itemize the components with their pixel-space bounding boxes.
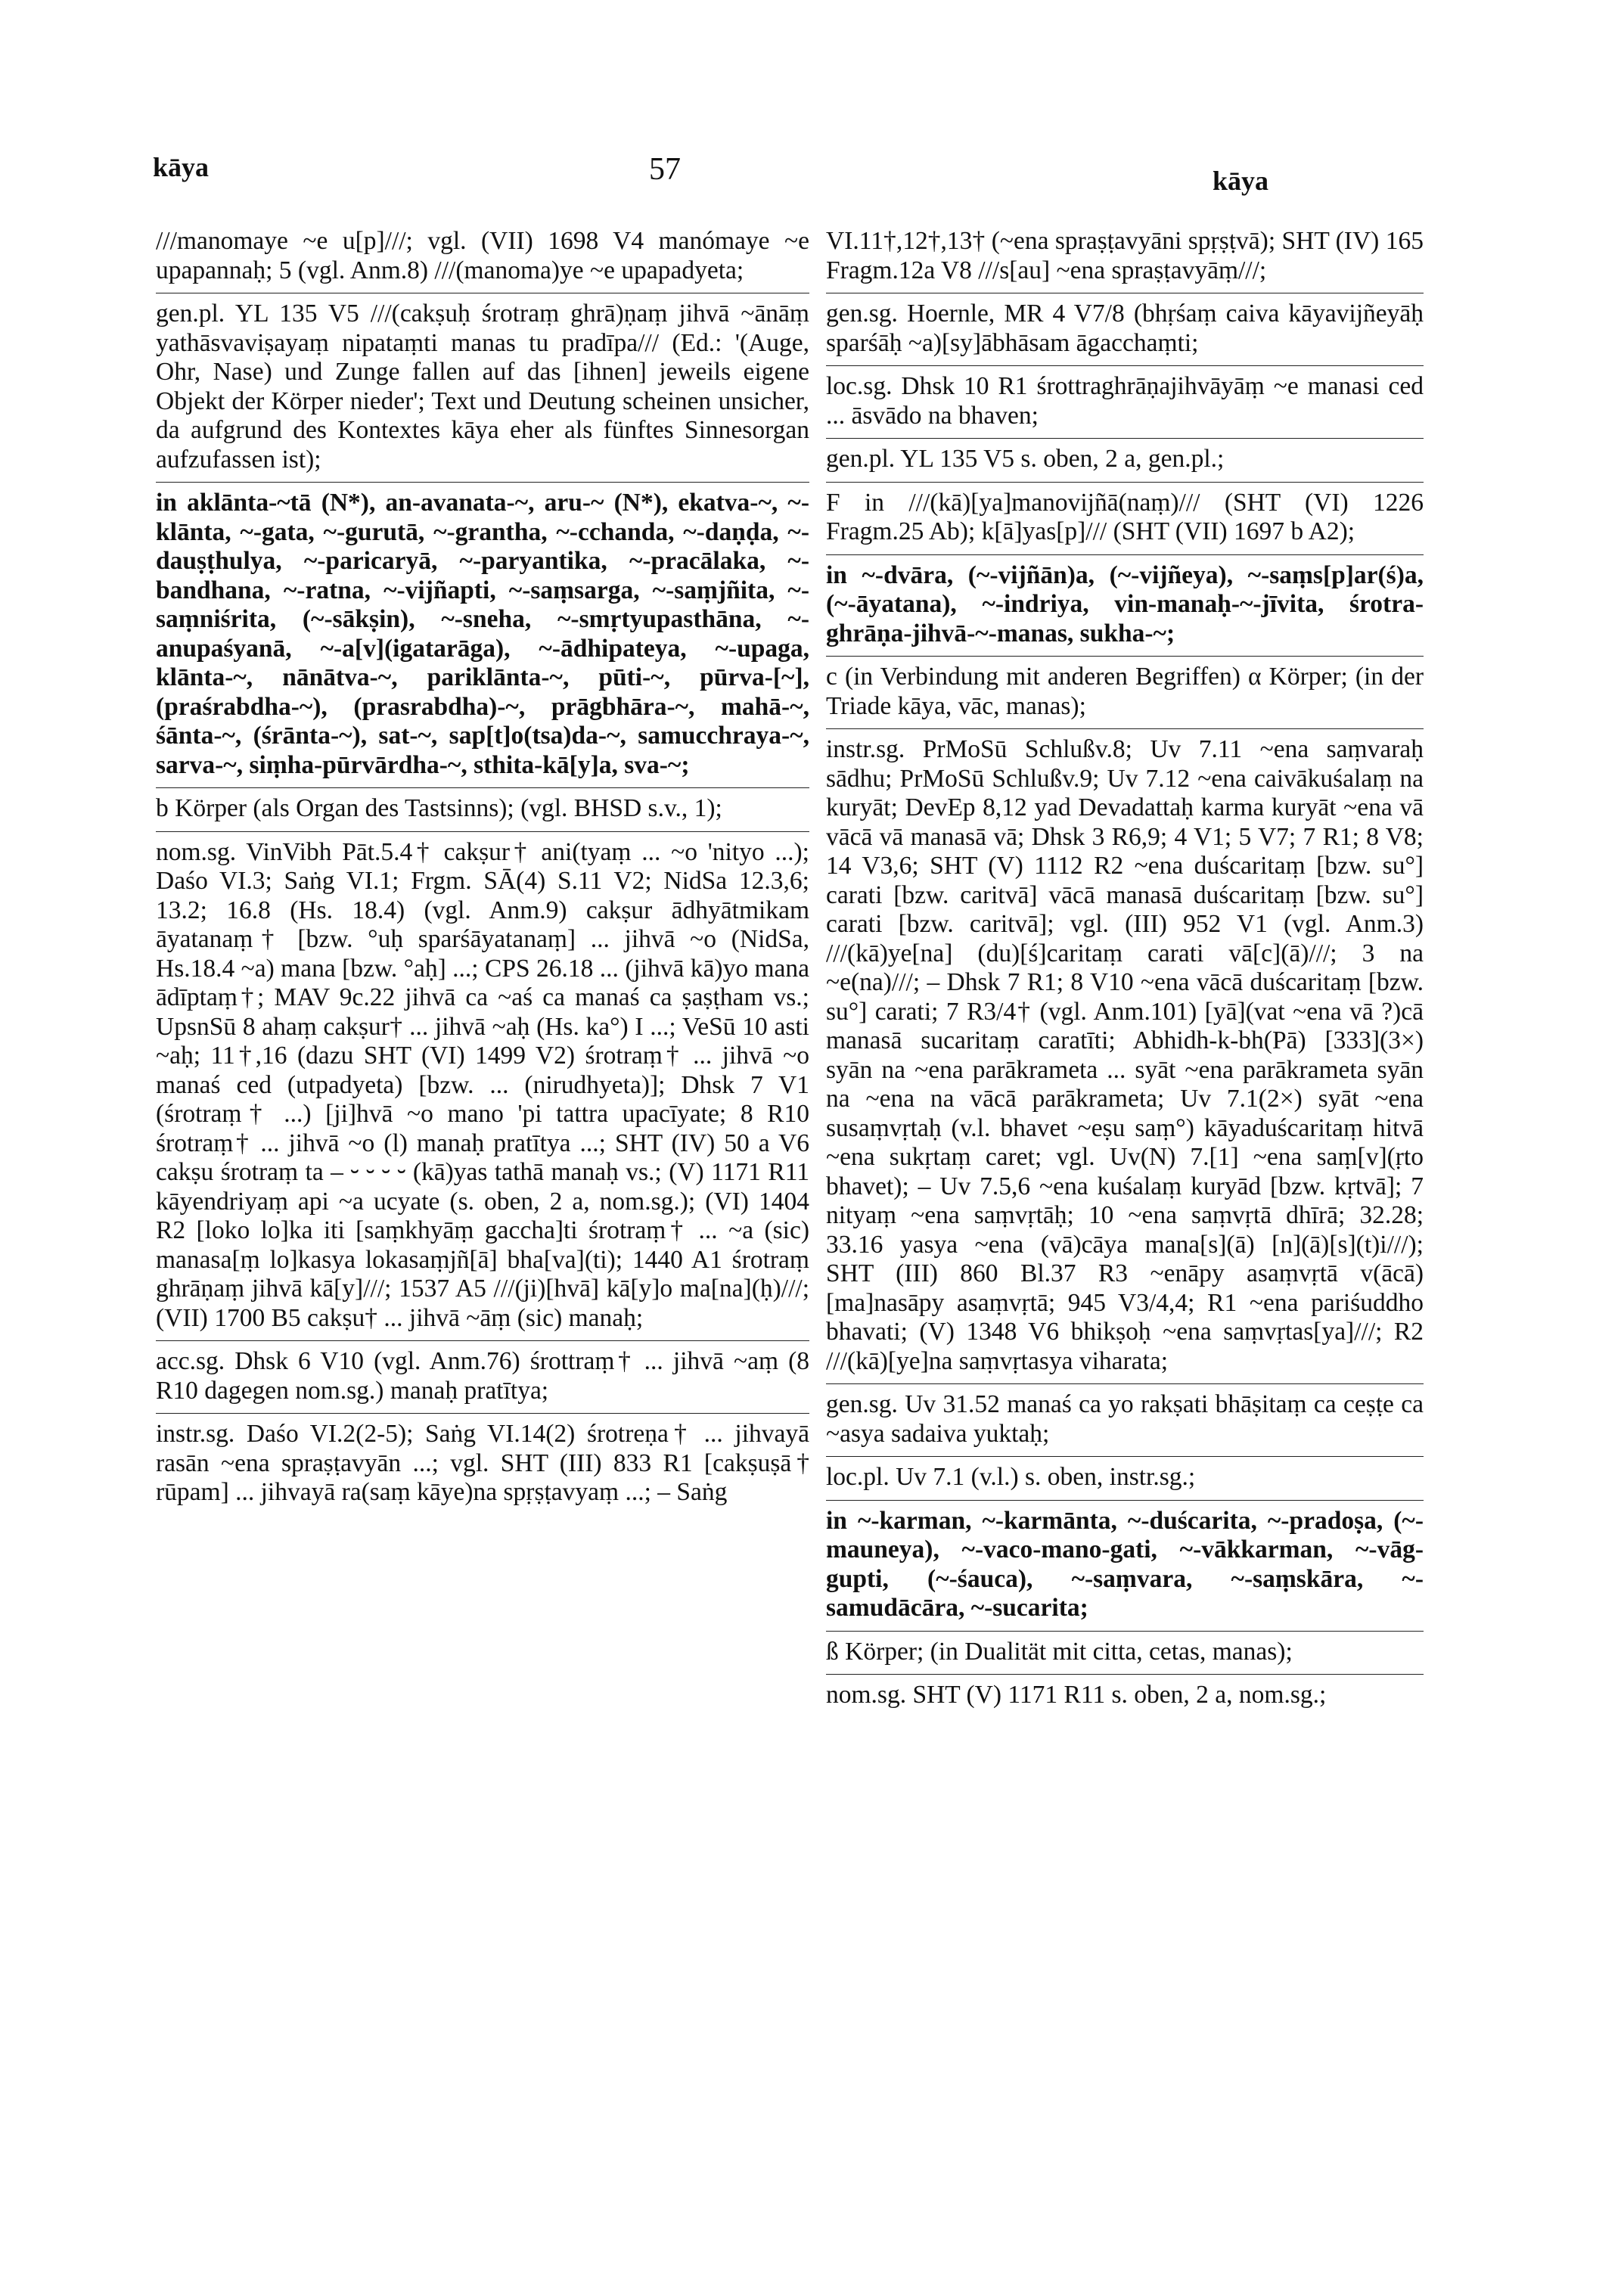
entry-fragments: F in ///(kā)[ya]manovijñā(naṃ)/// (SHT (VI) 1226 Fragm.25 Ab); k[ā]yas[p]/// (SHT (VII) 1697 b A2); xyxy=(826,488,1424,545)
entry-loc-sg: loc.sg. Dhsk 10 R1 śrottraghrāṇajihvāyāṃ ~e manasi ced ... āsvādo na bhaven; xyxy=(826,372,1424,430)
entry-divider xyxy=(826,1674,1424,1675)
running-header xyxy=(0,151,1624,197)
entry-compounds-a: in aklānta-~tā (N*), an-avanata-~, aru-~ (N*), ekatva-~, ~-klānta, ~-gata, ~-gurutā, ~-grantha, ~-cchanda, ~-daṇḍa, ~-dauṣṭhulya, ~-paricaryā, ~-paryantika, ~-pracālaka, ~-bandhana, ~-ratna, ~-vijñapti, ~-saṃsarga, ~-saṃjñita, ~-saṃniśrita, (~-sākṣin), ~-sneha, ~-smṛtyupasthāna, ~-anupaśyanā, ~-a[v](igatarāga), ~-ādhipateya, ~-upaga, klānta-~, nānātva-~, pariklānta-~, pūti-~, pūrva-[~], (praśrabdha-~), (prasrabdha)-~, prāgbhāra-~, mahā-~, śānta-~, (śrānta-~), sat-~, sap[t]o(tsa)da-~, samucchraya-~, sarva-~, siṃha-pūrvārdha-~, sthita-kā[y]a, sva-~; xyxy=(156,489,809,779)
entry-nom-sg: nom.sg. VinVibh Pāt.5.4† cakṣur† ani(tyaṃ ... ~o 'nityo ...); Daśo VI.3; Saṅg VI.1; Frgm. SĀ(4) S.11 V2; NidSa 12.3,6; 13.2; 16.8 (Hs. 18.4) (vgl. Anm.9) cakṣur ādhyātmikam āyatanaṃ† [bzw. °uḥ sparśāyatanaṃ] ... jihvā ~o (NidSa, Hs.18.4 ~a) mana [bzw. °aḥ] ...; CPS 26.18 ... (jihvā kā)yo mana ādīptaṃ†; MAV 9c.22 jihvā ca ~aś ca manaś ca ṣaṣṭham vs.; UpsnSū 8 ahaṃ cakṣur† ... jihvā ~aḥ (Hs. ka°) I ...; VeSū 10 asti ~aḥ; 11†,16 (dazu SHT (VI) 1499 V2) śrotraṃ† ... jihvā ~o manaś ced (utpadyeta) [bzw. ... (nirudhyeta)]; Dhsk 7 V1 (śrotraṃ† ...) [ji]hvā ~o mano 'pi tattra upacīyate; 8 R10 śrotraṃ† ... jihvā ~o (l) manaḥ pratītya ...; SHT (IV) 50 a V6 cakṣu śrotraṃ ta – ⏑ ⏑ ⏑ ⏑ (kā)yas tathā manaḥ vs.; (V) 1171 R11 kāyendriyaṃ api ~a ucyate (s. oben, 2 a, nom.sg.); (VI) 1404 R2 [loko lo]ka iti [saṃkhyāṃ gaccha]ti śrotraṃ† ... ~a (sic) manasa[ṃ lo]kasya lokasaṃjñ[ā] bha[va](ti); 1440 A1 śrotraṃ ghrāṇaṃ jihvā kā[y]///; 1537 A5 ///(ji)[hvā] kā[y]o ma[na](ḥ)///; (VII) 1700 B5 cakṣu† ... jihvā ~āṃ (sic) manaḥ; xyxy=(156,837,809,1332)
entry-sense-c: c (in Verbindung mit anderen Begriffen) α Körper; (in der Triade kāya, vāc, manas); xyxy=(826,663,1424,720)
entry-continued: VI.11†,12†,13† (~ena spraṣṭavyāni spṛṣṭvā); SHT (IV) 165 Fragm.12a V8 ///s[au] ~ena spraṣṭavyāṃ///; xyxy=(826,227,1424,284)
entry-divider xyxy=(826,656,1424,657)
entry-divider xyxy=(156,787,809,788)
entry-divider xyxy=(156,482,809,483)
entry-gen-sg: gen.sg. Hoernle, MR 4 V7/8 (bhṛśaṃ caiva kāyavijñeyāḥ sparśāḥ ~a)[sy]ābhāsam āgacchaṃti; xyxy=(826,300,1424,357)
entry-divider xyxy=(826,482,1424,483)
entry-nom-sg-beta: nom.sg. SHT (V) 1171 R11 s. oben, 2 a, nom.sg.; xyxy=(826,1681,1327,1709)
entry-loc-pl: loc.pl. Uv 7.1 (v.l.) s. oben, instr.sg.; xyxy=(826,1463,1196,1491)
entry-divider xyxy=(826,554,1424,555)
entry-divider xyxy=(826,1456,1424,1457)
left-column xyxy=(156,227,809,1508)
entry-gen-pl: gen.pl. YL 135 V5 ///(cakṣuḥ śrotraṃ ghrā)ṇaṃ jihvā ~ānāṃ yathāsvaviṣayaṃ nipataṃti manas tu pradīpa/// (Ed.: '(Auge, Ohr, Nase) und Zunge fallen auf das [ihnen] jeweils eigene Objekt der Körper nieder'; Text und Deutung scheinen unsicher, da aufgrund des Kontextes kāya eher als fünftes Sinnesorgan aufzufassen ist); xyxy=(156,300,809,474)
entry-gen-pl-ref: gen.pl. YL 135 V5 s. oben, 2 a, gen.pl.; xyxy=(826,445,1225,473)
entry-divider xyxy=(826,728,1424,729)
entry-gen-sg-c: gen.sg. Uv 31.52 manaś ca yo rakṣati bhāṣitaṃ ca ceṣṭe ca ~asya sadaiva yuktaḥ; xyxy=(826,1390,1424,1448)
right-column xyxy=(826,227,1424,1710)
entry-instr-sg-c: instr.sg. PrMoSū Schlußv.8; Uv 7.11 ~ena saṃvaraḥ sādhu; PrMoSū Schlußv.9; Uv 7.12 ~ena caivākuśalaṃ na kuryāt; DevEp 8,12 yad Devadattaḥ karma kuryāt ~ena vā vācā vā manasā vā; Dhsk 3 R6,9; 4 V1; 5 V7; 7 R1; 8 V8; 14 V3,6; SHT (V) 1112 R2 ~ena duścaritaṃ [bzw. su°] carati [bzw. caritvā] vācā manasā duścaritaṃ [bzw. su°] carati [bzw. caritvā]; vgl. (III) 952 V1 (vgl. Anm.3) ///(kā)ye[na] (du)[ś]caritaṃ carati vā[c](ā)///; 3 na ~e(na)///; – Dhsk 7 R1; 8 V10 ~ena vācā duścaritaṃ [bzw. su°] carati; 7 R3/4† (vgl. Anm.101) [yā](vat ~ena vā ?)cā manasā sucaritaṃ caratīti; Abhidh-k-bh(Pā) [333](3×) syān na ~ena parākrameta ... syāt ~ena parākrameta syān na ~ena na vācā parākrameta; Uv 7.1(2×) syāt ~ena susaṃvṛtaḥ (v.l. bhavet ~eṣu saṃ°) kāyaduścaritaṃ hitvā ~ena sukṛtaṃ caret; vgl. Uv(N) 7.[1] ~ena saṃ[v](ṛto bhavet); – Uv 7.5,6 ~ena kuśalaṃ kuryād [bzw. kṛtvā]; 7 nityaṃ ~ena saṃvṛtāḥ; 10 ~ena saṃvṛtā dhīrā; 32.28; 33.16 yasya ~ena (vā)cāya mana[s](ā) [n](ā)[s](t)i///); SHT (III) 860 Bl.37 R3 ~enāpy asaṃvṛtā v(ācā) [ma]nasāpy asaṃvṛtā; 945 V3/4,4; R1 ~ena pariśuddho bhavati; (V) 1348 V6 bhikṣoḥ ~ena saṃvṛtas[ya]///; R2 ///(kā)[ye]na saṃvṛtasya viharata; xyxy=(826,735,1424,1375)
page-number: 57 xyxy=(649,152,681,187)
entry-divider xyxy=(156,1413,809,1414)
entry-sense-b: b Körper (als Organ des Tastsinns); (vgl. BHSD s.v., 1); xyxy=(156,794,722,822)
entry-compounds-b: in ~-dvāra, (~-vijñān)a, (~-vijñeya), ~-saṃs[p]ar(ś)a, (~-āyatana), ~-indriya, vin-manaḥ-~-jīvita, śrotra-ghrāṇa-jihvā-~-manas, sukha-~; xyxy=(826,560,1424,647)
header-right-keyword: kāya xyxy=(1213,166,1269,196)
entry-sense-beta: ß Körper; (in Dualität mit citta, cetas, manas); xyxy=(826,1637,1293,1666)
entry-divider xyxy=(826,1500,1424,1501)
entry-divider xyxy=(826,438,1424,439)
entry-divider xyxy=(156,831,809,832)
entry-divider xyxy=(156,1340,809,1341)
entry-divider xyxy=(826,1383,1424,1384)
entry-instr-sg: instr.sg. Daśo VI.2(2-5); Saṅg VI.14(2) śrotreṇa† ... jihvayā rasān ~ena spraṣṭavyān ...; vgl. SHT (III) 833 R1 [cakṣuṣā† rūpam] ... jihvayā ra(saṃ kāye)na spṛṣṭavyaṃ ...; – Saṅg xyxy=(156,1420,809,1506)
header-left-keyword: kāya xyxy=(153,152,210,182)
entry-acc-sg: acc.sg. Dhsk 6 V10 (vgl. Anm.76) śrottraṃ† ... jihvā ~aṃ (8 R10 dagegen nom.sg.) manaḥ pratītya; xyxy=(156,1347,809,1405)
entry-manomaye: ///manomaye ~e u[p]///; vgl. (VII) 1698 V4 manómaye ~e upapannaḥ; 5 (vgl. Anm.8) ///(manoma)ye ~e upapadyeta; xyxy=(156,227,809,284)
entry-divider xyxy=(826,365,1424,366)
entry-divider xyxy=(826,1631,1424,1632)
entry-compounds-c: in ~-karman, ~-karmānta, ~-duścarita, ~-pradoṣa, (~-mauneya), ~-vaco-mano-gati, ~-vākkarman, ~-vāg-gupti, (~-śauca), ~-saṃvara, ~-saṃskāra, ~-samudācāra, ~-sucarita; xyxy=(826,1506,1424,1622)
